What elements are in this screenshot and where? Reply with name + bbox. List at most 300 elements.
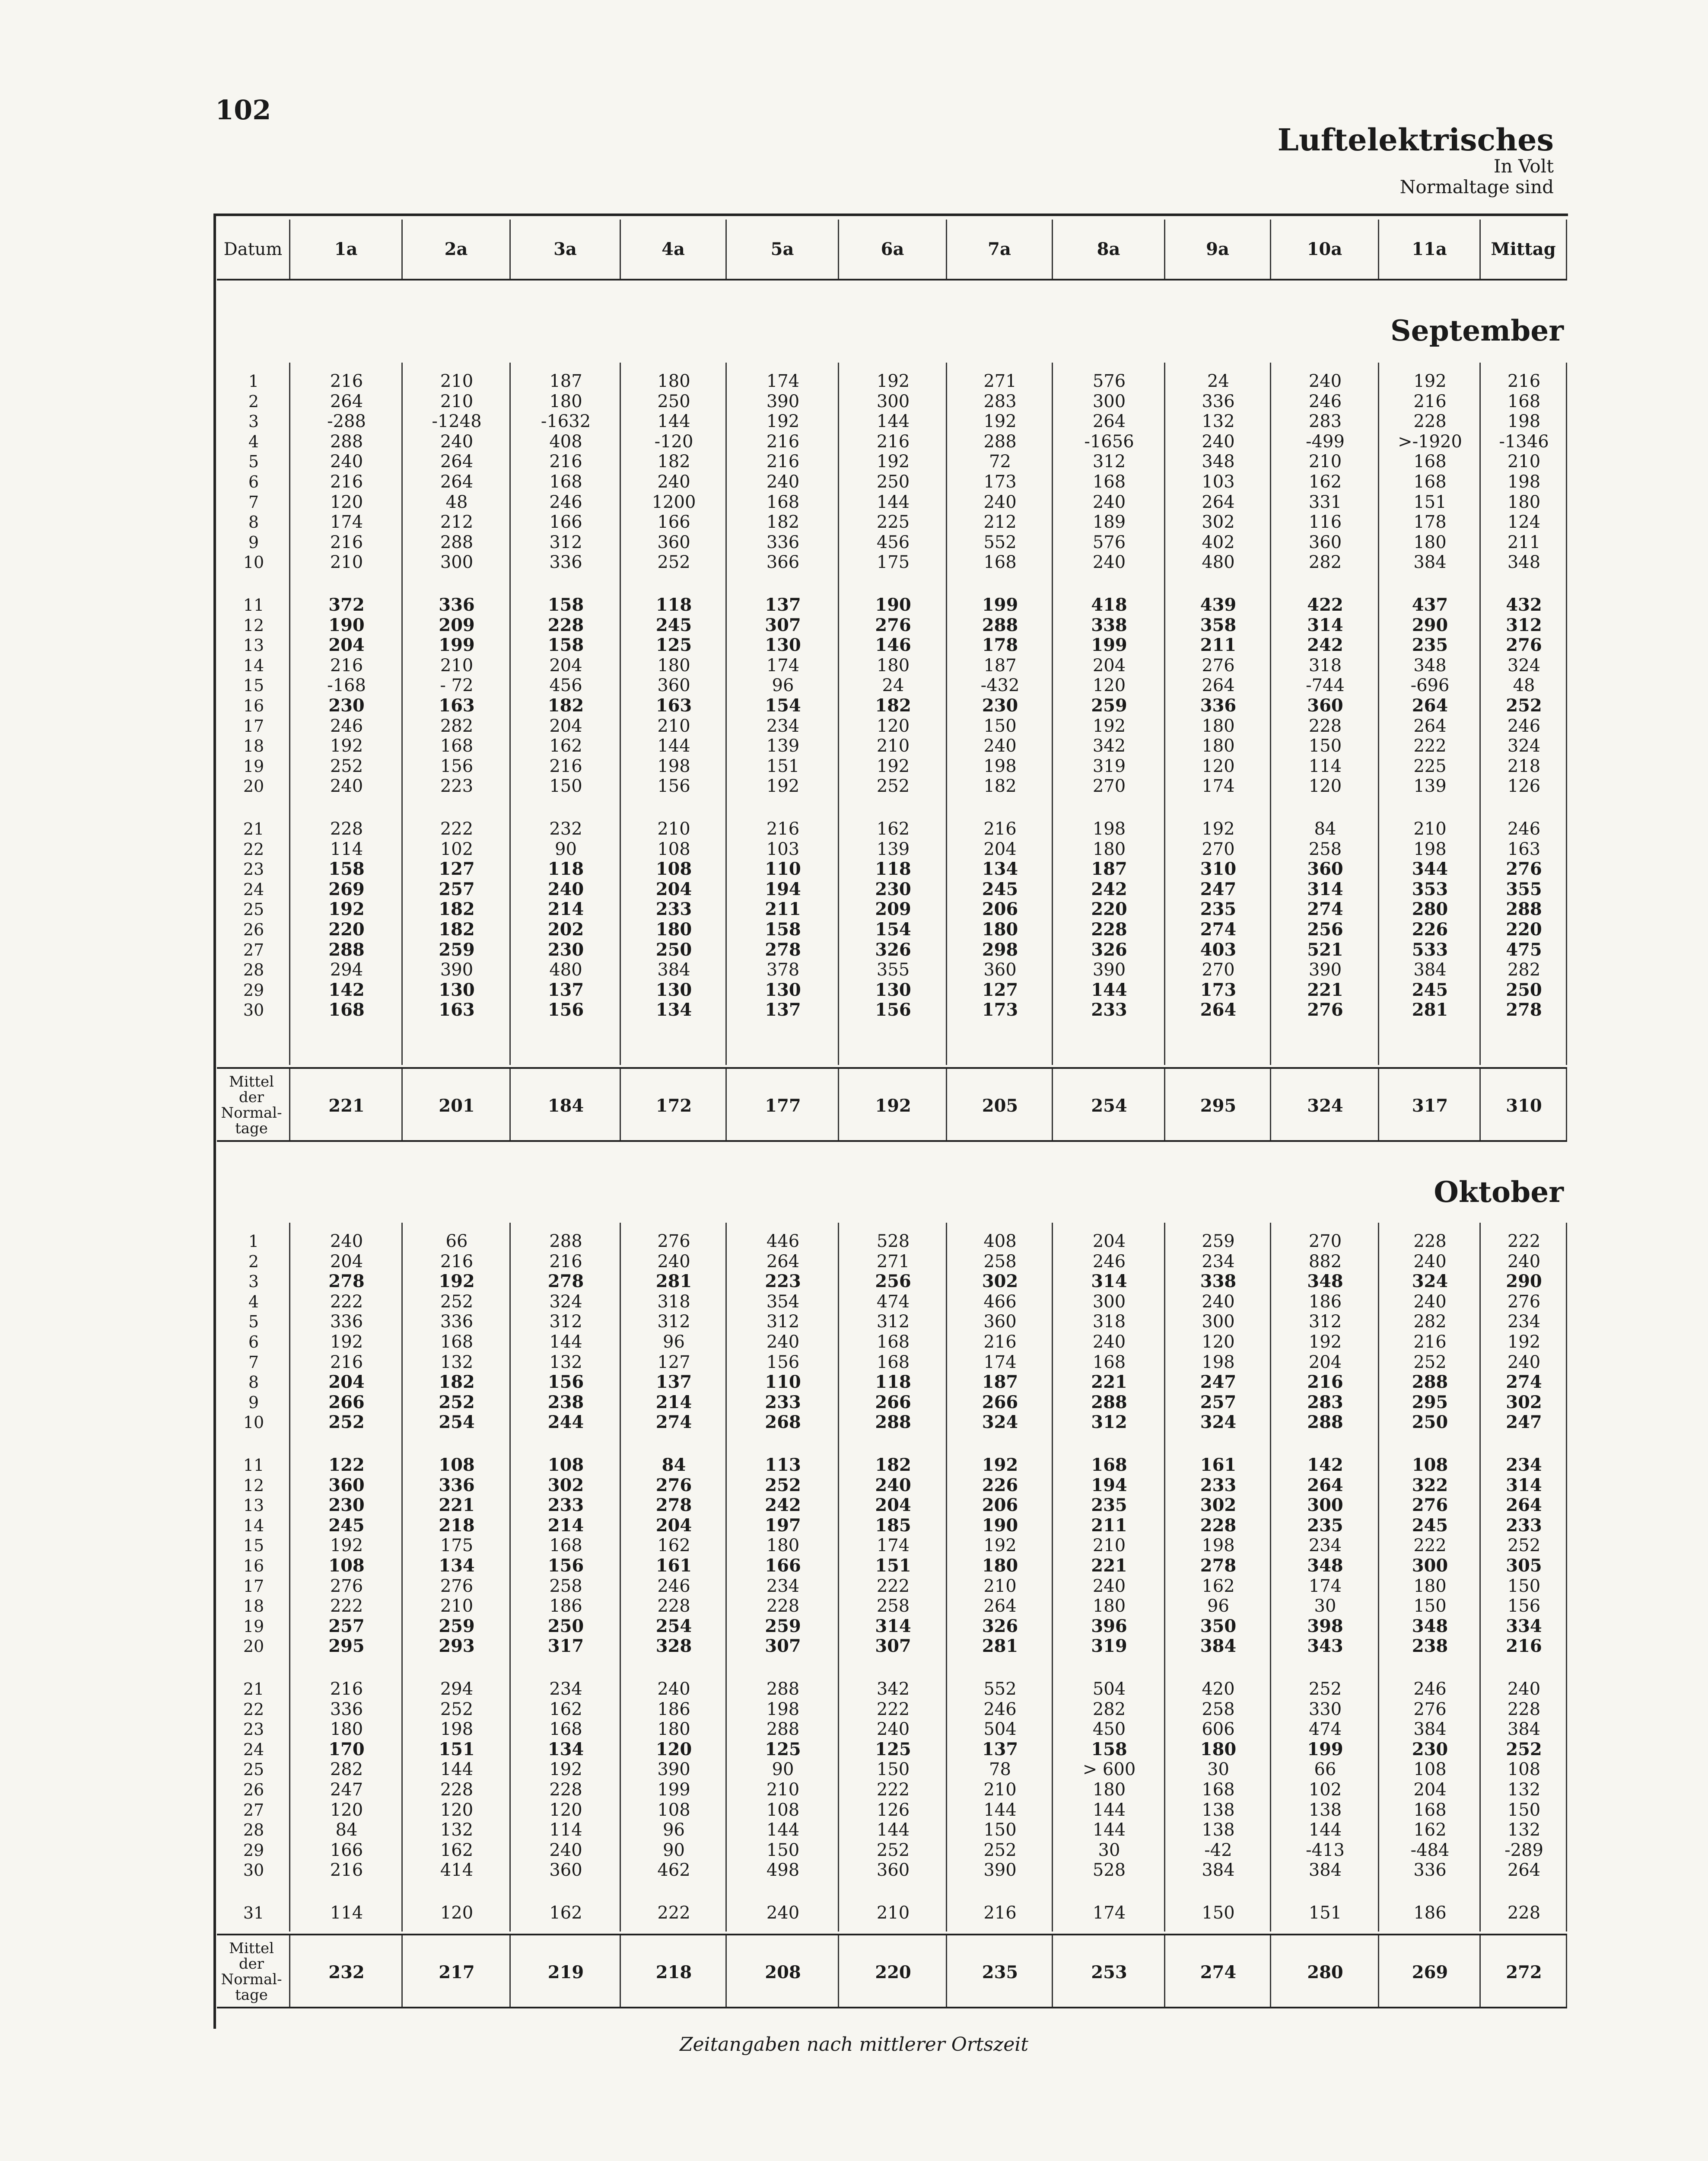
value-cell: 206	[982, 899, 1018, 920]
value-cell: 168	[549, 472, 582, 492]
value-cell: 228	[440, 1780, 474, 1800]
page-number: 102	[215, 94, 271, 126]
value-cell: 1200	[652, 492, 696, 512]
value-cell: 528	[876, 1231, 910, 1251]
date-cell: 1	[248, 1232, 259, 1251]
value-cell: 360	[983, 1312, 1017, 1332]
value-cell: 216	[330, 1860, 363, 1881]
value-cell: 24	[1207, 371, 1229, 391]
date-cell: 22	[243, 1699, 264, 1719]
value-cell: 252	[1413, 1352, 1447, 1372]
value-cell: 312	[549, 1312, 582, 1332]
value-cell: 118	[547, 859, 584, 880]
value-cell: 259	[439, 1616, 475, 1636]
value-cell: 360	[1308, 532, 1342, 552]
value-cell: 182	[983, 776, 1017, 797]
value-cell: 282	[1413, 1312, 1447, 1332]
value-cell: 220	[1506, 919, 1542, 940]
value-cell: 180	[1202, 716, 1235, 736]
date-cell: 2	[248, 392, 259, 411]
value-cell: 247	[1506, 1412, 1542, 1433]
value-cell: 156	[657, 776, 690, 797]
table-row	[217, 1536, 1567, 1555]
value-cell: 338	[1200, 1271, 1237, 1292]
mean-value: 232	[328, 1962, 365, 1983]
table-row	[217, 1516, 1567, 1536]
value-cell: 246	[983, 1699, 1017, 1719]
mean-value: 272	[1506, 1962, 1542, 1983]
table-row	[217, 492, 1567, 512]
value-cell: 307	[765, 1636, 801, 1657]
value-cell: -432	[980, 676, 1020, 696]
value-cell: -484	[1410, 1840, 1450, 1860]
value-cell: 124	[1507, 512, 1541, 532]
value-cell: 310	[1200, 859, 1237, 880]
table-header	[217, 220, 1567, 280]
value-cell: 72	[989, 452, 1011, 472]
value-cell: 216	[983, 1903, 1017, 1923]
value-cell: 30	[1314, 1596, 1336, 1616]
value-cell: 134	[547, 1739, 584, 1759]
value-cell: 396	[1091, 1616, 1127, 1636]
value-cell: 204	[875, 1495, 911, 1516]
value-cell: 144	[549, 1332, 582, 1352]
value-cell: 238	[1412, 1636, 1448, 1657]
value-cell: 240	[983, 736, 1017, 756]
value-cell: 504	[1092, 1679, 1126, 1699]
value-cell: > 600	[1082, 1759, 1136, 1780]
value-cell: 151	[1413, 492, 1447, 512]
value-cell: 199	[439, 635, 475, 656]
value-cell: 168	[1413, 1800, 1447, 1820]
value-cell: 266	[982, 1392, 1018, 1412]
value-cell: 258	[549, 1576, 582, 1596]
value-cell: 122	[328, 1455, 365, 1475]
value-cell: 186	[1413, 1903, 1447, 1923]
column-header: 9a	[1165, 220, 1271, 279]
value-cell: 134	[655, 1000, 692, 1020]
value-cell: 199	[657, 1780, 690, 1800]
date-cell: 16	[243, 696, 264, 715]
value-cell: 225	[876, 512, 910, 532]
value-cell: 240	[1413, 1291, 1447, 1312]
value-cell: 142	[1307, 1455, 1343, 1475]
value-cell: 198	[1202, 1536, 1235, 1556]
value-cell: 317	[547, 1636, 584, 1657]
normal-days-note: Normaltage sind	[1399, 176, 1554, 198]
value-cell: 223	[440, 776, 474, 797]
value-cell: 504	[983, 1719, 1017, 1740]
value-cell: 250	[876, 472, 910, 492]
value-cell: 192	[1507, 1332, 1541, 1352]
value-cell: 192	[330, 1536, 363, 1556]
value-cell: 209	[875, 899, 911, 920]
column-header: Datum	[217, 220, 290, 279]
value-cell: 211	[1507, 532, 1541, 552]
value-cell: 146	[875, 635, 911, 656]
value-cell: 134	[439, 1555, 475, 1576]
value-cell: 521	[1307, 939, 1343, 960]
value-cell: 264	[1202, 492, 1235, 512]
value-cell: 158	[765, 919, 801, 940]
value-cell: 360	[549, 1860, 582, 1881]
table-row	[217, 552, 1567, 572]
value-cell: 137	[655, 1372, 692, 1393]
value-cell: 113	[765, 1455, 801, 1475]
column-header: 7a	[947, 220, 1053, 279]
value-cell: 225	[1413, 756, 1447, 776]
date-cell: 6	[248, 1332, 259, 1351]
value-cell: 78	[989, 1759, 1011, 1780]
value-cell: 246	[330, 716, 363, 736]
value-cell: 240	[1413, 1251, 1447, 1272]
value-cell: 166	[657, 512, 690, 532]
value-cell: 210	[440, 391, 474, 411]
value-cell: 192	[328, 899, 365, 920]
column-divider	[620, 1935, 621, 2007]
value-cell: 282	[440, 716, 474, 736]
value-cell: 288	[982, 615, 1018, 635]
value-cell: 252	[876, 776, 910, 797]
value-cell: 240	[1092, 1576, 1126, 1596]
value-cell: 283	[1308, 411, 1342, 432]
value-cell: 336	[1200, 695, 1237, 716]
value-cell: 222	[876, 1780, 910, 1800]
value-cell: 252	[439, 1392, 475, 1412]
column-divider	[401, 1069, 403, 1140]
value-cell: 326	[875, 939, 911, 960]
value-cell: 270	[1202, 839, 1235, 859]
value-cell: 288	[1412, 1372, 1448, 1393]
mean-value: 177	[765, 1096, 801, 1116]
table-row	[217, 839, 1567, 859]
value-cell: 198	[983, 756, 1017, 776]
oktober-mean-row	[217, 1934, 1567, 2008]
value-cell: 250	[547, 1616, 584, 1636]
value-cell: 276	[657, 1231, 690, 1251]
value-cell: 198	[1413, 839, 1447, 859]
value-cell: 274	[1506, 1372, 1542, 1393]
value-cell: 324	[1412, 1271, 1448, 1292]
value-cell: 216	[1413, 391, 1447, 411]
value-cell: 210	[440, 371, 474, 391]
value-cell: 276	[330, 1576, 363, 1596]
value-cell: -1656	[1084, 431, 1134, 452]
value-cell: 216	[549, 452, 582, 472]
value-cell: 192	[876, 452, 910, 472]
value-cell: 214	[547, 899, 584, 920]
value-cell: 174	[876, 1536, 910, 1556]
value-cell: 204	[1308, 1352, 1342, 1372]
value-cell: >-1920	[1398, 431, 1462, 452]
date-cell: 18	[243, 736, 264, 756]
table-row	[217, 899, 1567, 919]
value-cell: 139	[876, 839, 910, 859]
mean-value: 172	[655, 1096, 692, 1116]
value-cell: 192	[1413, 371, 1447, 391]
value-cell: 283	[983, 391, 1017, 411]
value-cell: 168	[983, 552, 1017, 573]
date-cell: 20	[243, 777, 264, 796]
value-cell: 211	[1091, 1515, 1127, 1536]
value-cell: 288	[328, 939, 365, 960]
value-cell: 256	[1307, 919, 1343, 940]
value-cell: 211	[765, 899, 801, 920]
value-cell: 182	[875, 695, 911, 716]
mean-value: 205	[982, 1096, 1018, 1116]
value-cell: -289	[1504, 1840, 1543, 1860]
value-cell: 300	[1307, 1495, 1343, 1516]
date-cell: 9	[248, 1393, 259, 1412]
value-cell: 168	[328, 1000, 365, 1020]
value-cell: 108	[655, 859, 692, 880]
value-cell: 180	[1200, 1739, 1237, 1759]
value-cell: 150	[876, 1759, 910, 1780]
value-cell: 127	[439, 859, 475, 880]
value-cell: 240	[549, 1840, 582, 1860]
value-cell: 533	[1412, 939, 1448, 960]
mean-value: 235	[982, 1962, 1018, 1983]
value-cell: 278	[328, 1271, 365, 1292]
value-cell: 228	[657, 1596, 690, 1616]
value-cell: 264	[1506, 1495, 1542, 1516]
value-cell: 130	[439, 979, 475, 1000]
value-cell: -168	[327, 676, 366, 696]
value-cell: 247	[1200, 879, 1237, 899]
value-cell: 216	[330, 371, 363, 391]
value-cell: 168	[876, 1332, 910, 1352]
date-cell: 28	[243, 1820, 264, 1840]
value-cell: 274	[655, 1412, 692, 1433]
value-cell: 274	[1307, 899, 1343, 920]
value-cell: 480	[549, 960, 582, 980]
value-cell: 162	[1413, 1820, 1447, 1840]
value-cell: 282	[1092, 1699, 1126, 1719]
value-cell: 221	[1091, 1372, 1127, 1393]
value-cell: 138	[1202, 1800, 1235, 1820]
mean-value: 269	[1412, 1962, 1448, 1983]
value-cell: 226	[1412, 919, 1448, 940]
value-cell: 233	[1091, 1000, 1127, 1020]
value-cell: 242	[1307, 635, 1343, 656]
value-cell: 96	[772, 676, 794, 696]
date-cell: 6	[248, 472, 259, 491]
column-divider	[509, 1069, 511, 1140]
date-cell: 26	[243, 1780, 264, 1799]
mean-value: 317	[1412, 1096, 1448, 1116]
table-row	[217, 472, 1567, 492]
value-cell: 126	[876, 1800, 910, 1820]
oktober-rows	[217, 1223, 1567, 1932]
value-cell: 233	[1200, 1475, 1237, 1495]
value-cell: 90	[555, 839, 577, 859]
value-cell: 48	[1513, 676, 1535, 696]
value-cell: 144	[876, 411, 910, 432]
value-cell: 258	[876, 1596, 910, 1616]
value-cell: 437	[1412, 595, 1448, 615]
table-row	[217, 1352, 1567, 1372]
value-cell: 288	[1506, 899, 1542, 920]
date-cell: 12	[243, 1476, 264, 1495]
value-cell: 170	[328, 1739, 365, 1759]
value-cell: 180	[982, 1555, 1018, 1576]
value-cell: 259	[765, 1616, 801, 1636]
value-cell: 168	[440, 736, 474, 756]
table-row	[217, 1231, 1567, 1251]
value-cell: 307	[765, 615, 801, 635]
value-cell: 294	[440, 1679, 474, 1699]
column-divider	[509, 1935, 511, 2007]
table-row	[217, 676, 1567, 695]
mean-label: Mittel der Normal-tage	[221, 1940, 282, 2004]
value-cell: 259	[1091, 695, 1127, 716]
mean-value: 274	[1200, 1962, 1237, 1983]
value-cell: 312	[1308, 1312, 1342, 1332]
value-cell: 180	[1092, 839, 1126, 859]
value-cell: 245	[982, 879, 1018, 899]
date-cell: 25	[243, 900, 264, 919]
value-cell: 252	[440, 1291, 474, 1312]
value-cell: 180	[1413, 532, 1447, 552]
date-cell: 10	[243, 553, 264, 572]
value-cell: 110	[765, 859, 801, 880]
value-cell: 318	[1092, 1312, 1126, 1332]
value-cell: 240	[876, 1719, 910, 1740]
value-cell: -1346	[1499, 431, 1549, 452]
value-cell: 266	[328, 1392, 365, 1412]
value-cell: 390	[1308, 960, 1342, 980]
value-cell: 257	[328, 1616, 365, 1636]
value-cell: 326	[1091, 939, 1127, 960]
value-cell: 312	[549, 532, 582, 552]
table-row	[217, 1412, 1567, 1432]
value-cell: 336	[1413, 1860, 1447, 1881]
value-cell: 278	[1200, 1555, 1237, 1576]
value-cell: 240	[1308, 371, 1342, 391]
value-cell: 182	[657, 452, 690, 472]
value-cell: 96	[1207, 1596, 1229, 1616]
value-cell: 162	[440, 1840, 474, 1860]
value-cell: 212	[440, 512, 474, 532]
value-cell: 270	[1092, 776, 1126, 797]
value-cell: 90	[663, 1840, 685, 1860]
value-cell: 137	[765, 1000, 801, 1020]
value-cell: 240	[1507, 1352, 1541, 1372]
value-cell: 233	[655, 899, 692, 920]
value-cell: 282	[1507, 960, 1541, 980]
value-cell: 162	[1308, 472, 1342, 492]
table-row	[217, 411, 1567, 431]
value-cell: 314	[1506, 1475, 1542, 1495]
value-cell: 216	[1507, 371, 1541, 391]
value-cell: 120	[1308, 776, 1342, 797]
value-cell: 180	[1202, 736, 1235, 756]
value-cell: 250	[657, 391, 690, 411]
value-cell: 276	[1506, 635, 1542, 656]
column-divider	[620, 1069, 621, 1140]
value-cell: 198	[1092, 819, 1126, 839]
value-cell: 360	[1307, 695, 1343, 716]
value-cell: 180	[657, 371, 690, 391]
value-cell: -744	[1306, 676, 1345, 696]
value-cell: 144	[1092, 1820, 1126, 1840]
value-cell: 144	[983, 1800, 1017, 1820]
value-cell: 175	[440, 1536, 474, 1556]
column-header: 6a	[839, 220, 947, 279]
value-cell: 144	[657, 736, 690, 756]
value-cell: 246	[1507, 819, 1541, 839]
value-cell: 246	[657, 1576, 690, 1596]
value-cell: 198	[766, 1699, 800, 1719]
value-cell: -288	[327, 411, 366, 432]
value-cell: 156	[547, 1000, 584, 1020]
value-cell: 220	[1091, 899, 1127, 920]
value-cell: 269	[328, 879, 365, 899]
value-cell: 300	[1412, 1555, 1448, 1576]
value-cell: 276	[1413, 1699, 1447, 1719]
value-cell: 168	[1507, 391, 1541, 411]
table-row	[217, 1292, 1567, 1312]
date-cell: 4	[248, 432, 259, 451]
value-cell: 252	[440, 1699, 474, 1719]
value-cell: 137	[765, 595, 801, 615]
table-row	[217, 1312, 1567, 1332]
value-cell: 348	[1507, 552, 1541, 573]
value-cell: 108	[766, 1800, 800, 1820]
value-cell: 210	[1413, 819, 1447, 839]
table-row	[217, 1596, 1567, 1616]
column-divider	[1164, 1069, 1165, 1140]
value-cell: 192	[876, 756, 910, 776]
value-cell: 198	[1202, 1352, 1235, 1372]
value-cell: 48	[445, 492, 468, 512]
page-title: Luftelektrisches	[1277, 122, 1554, 158]
value-cell: 162	[1202, 1576, 1235, 1596]
value-cell: 336	[766, 532, 800, 552]
value-cell: 233	[765, 1392, 801, 1412]
column-divider	[1270, 1935, 1271, 2007]
value-cell: 446	[766, 1231, 800, 1251]
value-cell: 314	[875, 1616, 911, 1636]
value-cell: 120	[1202, 1332, 1235, 1352]
value-cell: 390	[766, 391, 800, 411]
value-cell: 228	[1200, 1515, 1237, 1536]
value-cell: 240	[1092, 492, 1126, 512]
value-cell: 322	[1412, 1475, 1448, 1495]
table-row	[217, 1000, 1567, 1020]
value-cell: 336	[330, 1312, 363, 1332]
date-cell: 21	[243, 1680, 264, 1699]
value-cell: 144	[657, 411, 690, 432]
value-cell: 882	[1308, 1251, 1342, 1272]
value-cell: 324	[1507, 736, 1541, 756]
value-cell: 278	[547, 1271, 584, 1292]
value-cell: 102	[440, 839, 474, 859]
value-cell: 137	[547, 979, 584, 1000]
value-cell: -42	[1204, 1840, 1232, 1860]
value-cell: 420	[1202, 1679, 1235, 1699]
value-cell: 192	[330, 736, 363, 756]
value-cell: 222	[876, 1699, 910, 1719]
value-cell: 118	[875, 859, 911, 880]
value-cell: 606	[1202, 1719, 1235, 1740]
value-cell: 360	[1307, 859, 1343, 880]
value-cell: 162	[876, 819, 910, 839]
value-cell: 210	[876, 1903, 910, 1923]
value-cell: 199	[1091, 635, 1127, 656]
table-row	[217, 716, 1567, 736]
value-cell: 158	[328, 859, 365, 880]
